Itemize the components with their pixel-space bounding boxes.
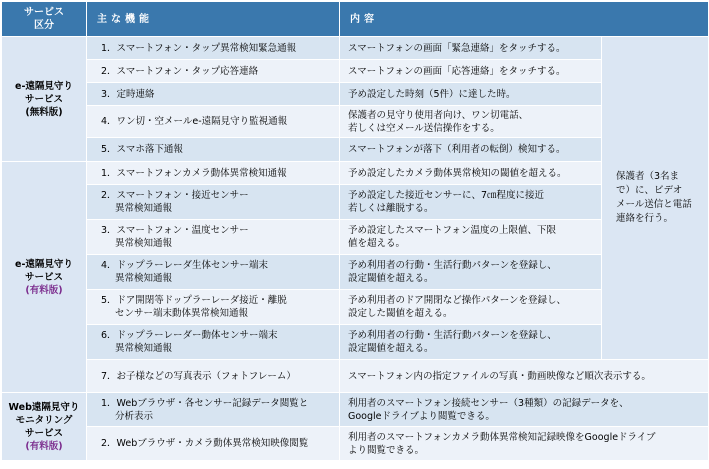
function-line: 異常検知通報 — [115, 238, 173, 249]
table-row — [2, 427, 709, 461]
function-cell — [87, 255, 340, 290]
category-name-2: モニタリング — [15, 414, 73, 426]
category-name-2: サービス — [24, 93, 63, 105]
content-cell: 予め設定したカメラ動体異常検知の閾値を超える。 — [340, 162, 602, 185]
category-fee: (有料版) — [25, 284, 63, 296]
content-line: 予め利用者のドア開閉など操作パターンを登録し、 — [348, 295, 567, 306]
function-cell — [87, 290, 340, 325]
service-table — [1, 1, 709, 461]
content-cell — [340, 185, 602, 220]
category-fee: (無料版) — [25, 106, 63, 118]
function-cell: 1．スマートフォンカメラ動体異常検知通報 — [87, 162, 340, 185]
header-service-category — [2, 2, 87, 37]
function-cell: 5．スマホ落下通報 — [87, 138, 340, 162]
category-web-monitoring — [2, 393, 87, 461]
content-cell: スマートフォン内の指定ファイルの写真・動画映像など順次表示する。 — [340, 360, 709, 393]
function-line: 6．ドップラーレーダー動体センサー端末 — [101, 330, 278, 341]
content-line: 若しくは空メール送信操作をする。 — [348, 122, 500, 134]
content-cell: スマートフォンが落下（利用者の転倒）検知する。 — [340, 138, 602, 162]
notification-line: で）に、ビデオ — [616, 185, 683, 196]
table-row — [2, 393, 709, 427]
function-cell — [87, 325, 340, 360]
category-fee: (有料版) — [25, 440, 63, 452]
table-row — [2, 360, 709, 393]
header-category-line2: 区分 — [34, 20, 54, 31]
function-line: 異常検知通報 — [115, 343, 173, 354]
content-cell: 予め設定した時刻（5件）に達した時。 — [340, 83, 602, 106]
content-line: 利用者のスマートフォン接続センサー（3種類）の記録データを、 — [348, 397, 629, 409]
notification-cell — [602, 37, 709, 360]
content-line: 設定閾値を超える。 — [348, 273, 434, 284]
content-cell — [340, 325, 602, 360]
header-main-function — [87, 2, 340, 37]
header-content-label: 内容 — [350, 13, 378, 25]
table-row — [2, 37, 709, 60]
function-line: センサー端末動体異常検知通報 — [115, 308, 249, 319]
header-content — [340, 2, 709, 37]
function-line: 異常検知通報 — [115, 273, 173, 284]
notification-line: 保護者（3名ま — [616, 171, 680, 182]
content-line: 値を超える。 — [348, 238, 406, 249]
function-cell — [87, 185, 340, 220]
function-cell: 2．スマートフォン・タップ応答連絡 — [87, 60, 340, 83]
content-line: より閲覧できる。 — [348, 444, 425, 456]
header-function-label: 主な機能 — [97, 13, 153, 25]
category-name: Web遠隔見守り — [8, 401, 80, 413]
function-cell: 3．定時連絡 — [87, 83, 340, 106]
notification-line: 連絡を行う。 — [616, 213, 674, 224]
category-paid-remote-monitoring — [2, 162, 87, 393]
content-cell — [340, 106, 602, 138]
function-cell: 1．スマートフォン・タップ異常検知緊急通報 — [87, 37, 340, 60]
content-line: 予め利用者の行動・生活行動パターンを登録し、 — [348, 330, 557, 341]
table-header-row — [2, 2, 709, 37]
content-line: 予め設定した接近センサーに、7㎝程度に接近 — [348, 190, 545, 201]
content-line: 予め設定したスマートフォン温度の上限値、下限 — [348, 225, 557, 236]
function-line: 異常検知通報 — [115, 203, 173, 214]
content-cell — [340, 290, 602, 325]
content-cell — [340, 255, 602, 290]
function-line: 分析表示 — [115, 410, 154, 422]
function-cell — [87, 220, 340, 255]
function-line: 5．ドア開閉等ドップラーレーダ接近・離脱 — [101, 295, 287, 306]
content-line: 設定閾値を超える。 — [348, 343, 434, 354]
content-line: 若しくは離脱する。 — [348, 203, 434, 214]
category-free-remote-monitoring — [2, 37, 87, 162]
content-line: 予め利用者の行動・生活行動パターンを登録し、 — [348, 260, 557, 271]
content-cell: スマートフォンの画面「応答連絡」をタッチする。 — [340, 60, 602, 83]
content-line: 保護者の見守り使用者向け、ワン切電話、 — [348, 109, 529, 121]
category-name: e-遠隔見守り — [15, 258, 73, 270]
content-cell — [340, 393, 709, 427]
content-cell — [340, 220, 602, 255]
function-line: 1．Webブラウザ・各センサー記録データ閲覧と — [101, 397, 309, 409]
function-line: 2．スマートフォン・接近センサー — [101, 190, 249, 201]
header-category-line1: サービス — [24, 7, 64, 18]
notification-line: メール送信と電話 — [616, 199, 692, 210]
category-name-3: サービス — [24, 427, 63, 439]
content-line: 利用者のスマートフォンカメラ動体異常検知記録映像をGoogleドライブ — [348, 431, 656, 443]
function-cell: 2．Webブラウザ・カメラ動体異常検知映像閲覧 — [87, 427, 340, 461]
content-cell — [340, 427, 709, 461]
content-cell: スマートフォンの画面「緊急連絡」をタッチする。 — [340, 37, 602, 60]
content-line: Googleドライブより閲覧できる。 — [348, 410, 495, 422]
category-name: e-遠隔見守り — [15, 80, 73, 92]
content-line: 設定した閾値を超える。 — [348, 308, 453, 319]
function-cell: 7．お子様などの写真表示（フォトフレーム） — [87, 360, 340, 393]
function-line: 3．スマートフォン・温度センサー — [101, 225, 249, 236]
function-cell: 4．ワン切・空メールe-遠隔見守り監視通報 — [87, 106, 340, 138]
function-line: 4．ドップラーレーダ生体センサー端末 — [101, 260, 268, 271]
category-name-2: サービス — [24, 271, 63, 283]
function-cell — [87, 393, 340, 427]
